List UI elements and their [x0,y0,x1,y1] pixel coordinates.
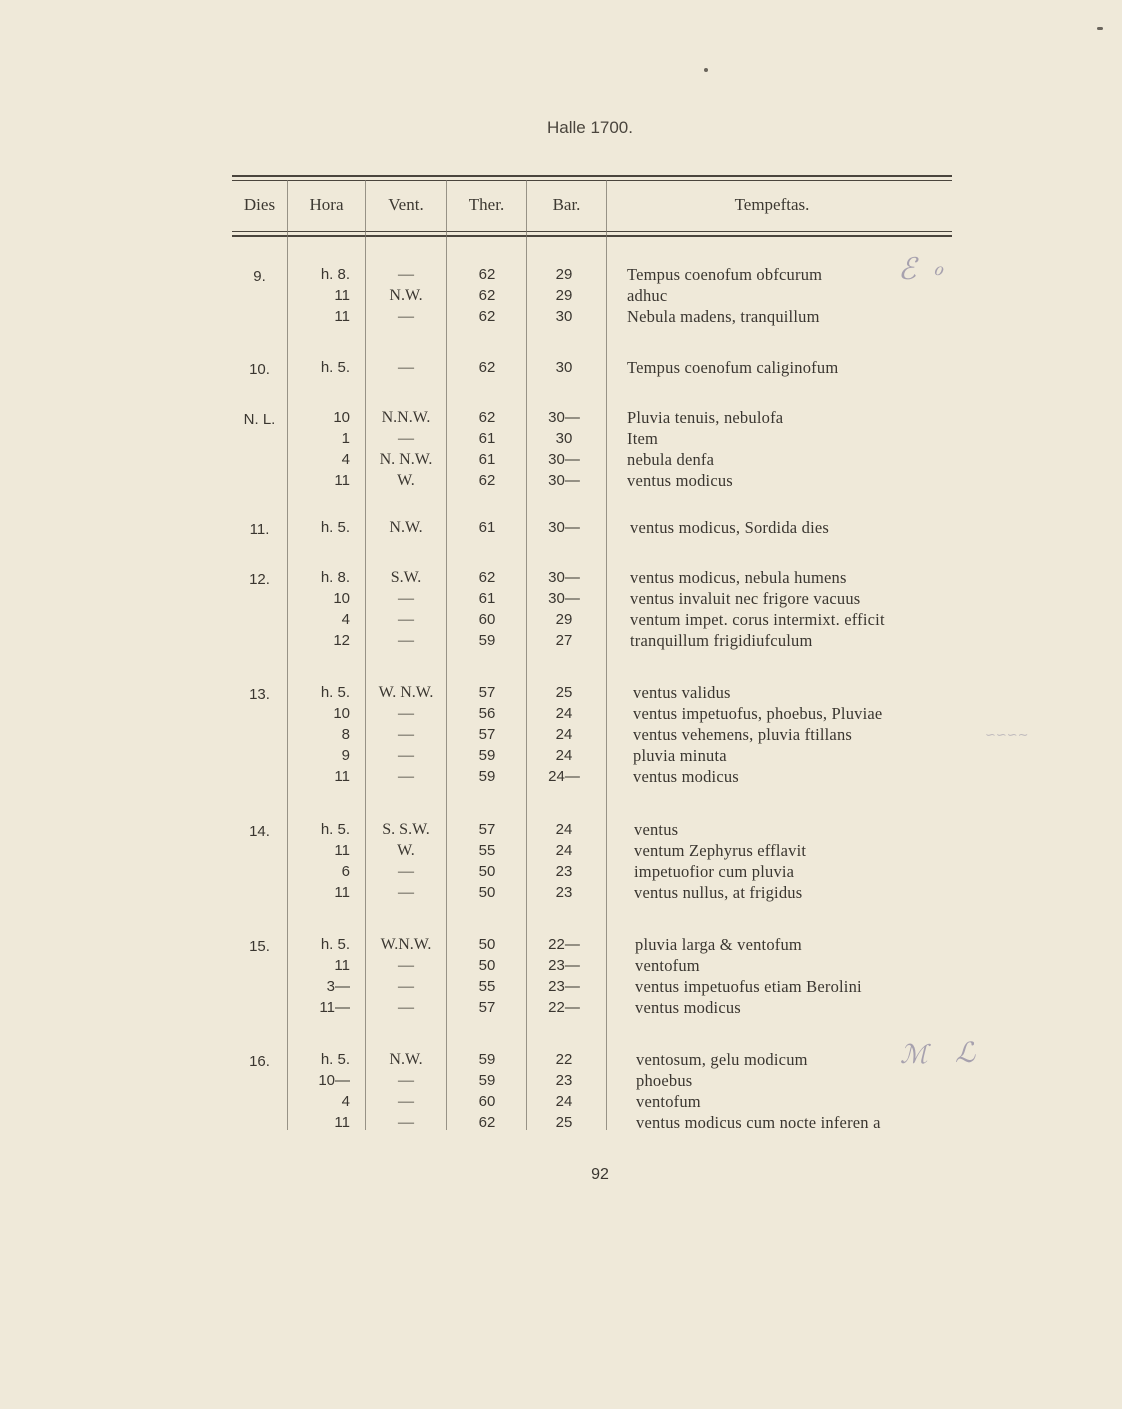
hora-cell: 11 [334,884,350,901]
page-title: Halle 1700. [546,118,633,137]
tempestas-cell: ventus modicus [627,471,733,490]
ther-cell: 62 [478,409,496,426]
ther-cell: 60 [478,1093,496,1110]
ther-cell: 62 [478,359,496,376]
day-cell: N. L. [243,411,276,428]
vent-cell: — [398,632,414,649]
tempestas-cell: ventus impetuofus etiam Berolini [635,977,862,996]
paper-speck [704,68,708,72]
bar-cell: 22 [555,1051,573,1068]
tempestas-cell: ventus invaluit nec frigore vacuus [630,589,861,608]
hora-cell: h. 8. [320,266,350,283]
bar-cell: 23— [548,957,580,974]
hora-cell: h. 5. [320,936,350,953]
ther-cell: 61 [478,590,496,607]
bar-cell: 25 [555,1114,573,1131]
bar-cell: 24 [555,821,573,838]
vent-cell: N.W. [389,287,423,304]
tempestas-cell: ventus [634,820,679,839]
day-cell: 12. [249,571,270,588]
hora-cell: 10 [333,705,350,722]
hora-cell: 11 [334,842,350,859]
bar-cell: 24 [555,747,573,764]
bar-cell: 29 [555,266,573,283]
vent-cell: N.N.W. [381,409,431,426]
hora-cell: h. 5. [320,1051,350,1068]
vent-cell: — [398,1114,414,1131]
bar-cell: 22— [548,999,580,1016]
bar-cell: 30 [555,430,573,447]
hora-cell: h. 5. [320,519,350,536]
vent-cell: — [398,726,414,743]
day-cell: 9. [253,268,266,285]
paper-speck [1097,27,1103,30]
ther-cell: 55 [478,842,496,859]
bar-cell: 27 [555,632,573,649]
ther-cell: 50 [478,957,496,974]
vent-cell: — [398,957,414,974]
bar-cell: 29 [555,611,573,628]
hora-cell: 4 [341,451,350,468]
hora-cell: h. 5. [320,821,350,838]
bar-cell: 30— [548,472,580,489]
bar-cell: 29 [555,287,573,304]
ther-cell: 55 [478,978,496,995]
bar-cell: 23 [555,1072,573,1089]
tempestas-cell: Tempus coenofum caliginofum [627,358,839,377]
ther-cell: 62 [478,308,496,325]
hora-cell: 11 [334,472,350,489]
vent-cell: N. N.W. [379,451,433,468]
vent-cell: — [398,999,414,1016]
ther-cell: 60 [478,611,496,628]
hora-cell: 6 [341,863,350,880]
hora-cell: 11 [334,1114,350,1131]
tempestas-cell: ventum Zephyrus efflavit [634,841,807,860]
bar-cell: 30— [548,569,580,586]
day-cell: 16. [249,1053,270,1070]
vent-cell: — [398,308,414,325]
vent-cell: — [398,978,414,995]
ther-cell: 61 [478,430,496,447]
hora-cell: h. 5. [320,359,350,376]
tempestas-cell: ventus modicus cum nocte inferen a [636,1113,881,1132]
ther-cell: 59 [478,632,496,649]
column-divider [287,180,288,1130]
ther-cell: 62 [478,569,496,586]
tempestas-cell: ventosum, gelu modicum [636,1050,808,1069]
tempestas-cell: pluvia minuta [633,746,727,765]
ther-cell: 62 [478,287,496,304]
pencil-annotation-mark: ℳ [900,1040,928,1070]
ther-cell: 57 [478,999,496,1016]
tempestas-cell: pluvia larga & ventofum [635,935,802,954]
column-divider [446,180,447,1130]
hora-cell: h. 5. [320,684,350,701]
pencil-annotation-mark: ℒ [955,1036,976,1069]
bar-cell: 30 [555,308,573,325]
hora-cell: h. 8. [320,569,350,586]
header-dies: Dies [243,195,276,214]
ther-cell: 50 [478,936,496,953]
tempestas-cell: nebula denfa [627,450,715,469]
vent-cell: — [398,430,414,447]
bar-cell: 24— [548,768,580,785]
vent-cell: — [398,359,414,376]
hora-cell: 12 [333,632,350,649]
hora-cell: 4 [341,1093,350,1110]
tempestas-cell: ventus modicus, nebula humens [630,568,847,587]
tempestas-cell: Item [627,429,659,448]
bar-cell: 30— [548,409,580,426]
tempestas-cell: ventus validus [633,683,731,702]
tempestas-cell: Pluvia tenuis, nebulofa [627,408,784,427]
header-hora: Hora [309,195,344,214]
tempestas-cell: tranquillum frigidiufculum [630,631,813,650]
tempestas-cell: ventus vehemens, pluvia ftillans [633,725,853,744]
vent-cell: W. [397,472,415,489]
hora-cell: 11 [334,957,350,974]
day-cell: 14. [249,823,270,840]
day-cell: 11. [249,521,270,538]
day-cell: 13. [249,686,270,703]
ther-cell: 50 [478,863,496,880]
hora-cell: 9 [341,747,350,764]
tempestas-cell: ventus nullus, at frigidus [634,883,803,902]
ther-cell: 59 [478,1051,496,1068]
tempestas-cell: ventus modicus [635,998,741,1017]
vent-cell: — [398,768,414,785]
bar-cell: 22— [548,936,580,953]
header-bottom-rule [232,235,952,237]
header-tempestas: Tempeftas. [734,195,810,214]
bar-cell: 23 [555,884,573,901]
header-bar: Bar. [552,195,581,214]
vent-cell: S.W. [390,569,422,586]
tempestas-cell: Tempus coenofum obfcurum [627,265,823,284]
vent-cell: W. [397,842,415,859]
day-cell: 10. [249,361,270,378]
tempestas-cell: Nebula madens, tranquillum [627,307,820,326]
vent-cell: — [398,705,414,722]
header-vent: Vent. [388,195,424,214]
tempestas-cell: ventum impet. corus intermixt. efficit [630,610,885,629]
bar-cell: 24 [555,705,573,722]
bar-cell: 23 [555,863,573,880]
vent-cell: S. S.W. [382,821,430,838]
vent-cell: W. N.W. [378,684,434,701]
vent-cell: — [398,863,414,880]
tempestas-cell: ventus modicus [633,767,739,786]
page-number: 92 [591,1166,609,1183]
hora-cell: 1 [341,430,350,447]
vent-cell: — [398,1072,414,1089]
vent-cell: N.W. [389,1051,423,1068]
ther-cell: 62 [478,472,496,489]
hora-cell: 10 [333,590,350,607]
hora-cell: 3— [326,978,350,995]
ther-cell: 59 [478,747,496,764]
ther-cell: 59 [478,768,496,785]
vent-cell: — [398,1093,414,1110]
vent-cell: — [398,266,414,283]
tempestas-cell: ventofum [635,956,700,975]
vent-cell: — [398,884,414,901]
day-cell: 15. [249,938,270,955]
hora-cell: 4 [341,611,350,628]
header-ther: Ther. [468,195,505,214]
bar-cell: 30 [555,359,573,376]
tempestas-cell: ventus modicus, Sordida dies [630,518,829,537]
tempestas-cell: ventus impetuofus, phoebus, Pluviae [633,704,883,723]
tempestas-cell: ventofum [636,1092,701,1111]
tempestas-cell: adhuc [627,286,668,305]
column-divider [606,180,607,1130]
ther-cell: 57 [478,726,496,743]
ther-cell: 57 [478,684,496,701]
bar-cell: 23— [548,978,580,995]
pencil-annotation-mark: ∽∽∽∼ [985,728,1029,743]
ther-cell: 62 [478,266,496,283]
tempestas-cell: phoebus [636,1071,693,1090]
bar-cell: 30— [548,590,580,607]
hora-cell: 8 [341,726,350,743]
vent-cell: — [398,747,414,764]
hora-cell: 10— [318,1072,350,1089]
hora-cell: 11 [334,768,350,785]
vent-cell: — [398,590,414,607]
tempestas-cell: impetuofior cum pluvia [634,862,795,881]
pencil-annotation-mark: ℰ [898,252,917,287]
ther-cell: 61 [478,451,496,468]
hora-cell: 11— [319,999,350,1016]
header-bottom-rule-thin [232,231,952,232]
pencil-annotation-mark: ℴ [933,256,944,281]
vent-cell: — [398,611,414,628]
hora-cell: 10 [333,409,350,426]
bar-cell: 30— [548,519,580,536]
bar-cell: 24 [555,726,573,743]
bar-cell: 30— [548,451,580,468]
bar-cell: 25 [555,684,573,701]
ther-cell: 56 [478,705,496,722]
ther-cell: 61 [478,519,496,536]
bar-cell: 24 [555,842,573,859]
ther-cell: 59 [478,1072,496,1089]
ther-cell: 50 [478,884,496,901]
table-top-rule-thin [232,180,952,181]
ther-cell: 57 [478,821,496,838]
vent-cell: N.W. [389,519,423,536]
table-top-rule [232,175,952,177]
hora-cell: 11 [334,287,350,304]
hora-cell: 11 [334,308,350,325]
ther-cell: 62 [478,1114,496,1131]
bar-cell: 24 [555,1093,573,1110]
vent-cell: W.N.W. [380,936,432,953]
